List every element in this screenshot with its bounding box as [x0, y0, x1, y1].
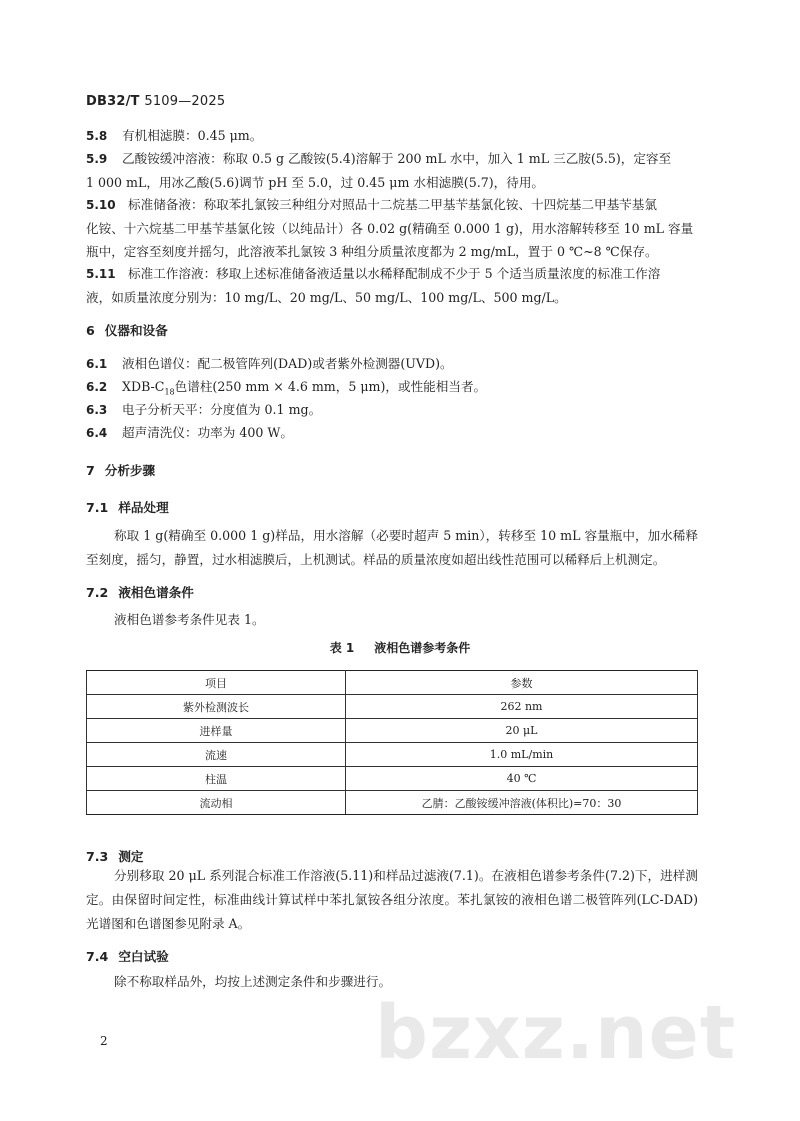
- clause-5-8: [86, 124, 698, 148]
- section-title: 仪器和设备: [104, 323, 168, 338]
- conditions-table: [86, 670, 698, 815]
- subsection-title: 样品处理: [118, 500, 169, 515]
- subsection-7-3-heading: [86, 846, 144, 865]
- clause-6-3: [86, 398, 698, 422]
- table-cell: 乙腈：乙酸铵缓冲溶液(体积比)=70：30: [346, 791, 698, 815]
- clause-text: XDB-C: [122, 379, 165, 394]
- table-row: [87, 719, 698, 743]
- clause-text: 有机相滤膜：0.45 μm。: [122, 128, 263, 143]
- clause-text: 化铵、十六烷基二甲基苄基氯化铵（以纯品计）各 0.02 g(精确至 0.000 1 g)，用水溶解转移至 10 mL 容量: [86, 221, 694, 236]
- section-7-heading: [86, 460, 155, 479]
- subscript: 18: [164, 387, 175, 397]
- table-cell: 柱温: [87, 767, 346, 791]
- standard-code: [86, 94, 225, 109]
- paragraph-7-1: 称取 1 g(精确至 0.000 1 g)样品，用水溶解（必要时超声 5 min），转移至 10 mL 容量瓶中，加水稀释至刻度，摇匀，静置，过水相滤膜后，上机测试。样品的质量浓度如超出线性范围可以稀释后上机测定。: [86, 528, 698, 567]
- clause-number: 6.4: [86, 426, 108, 440]
- paragraph-7-4: 除不称取样品外，均按上述测定条件和步骤进行。: [114, 974, 392, 989]
- clause-number: 6.1: [86, 357, 108, 371]
- table-header-row: [87, 671, 698, 695]
- subsection-7-2-heading: [86, 582, 194, 601]
- subsection-title: 测定: [118, 849, 144, 864]
- clause-6-1: [86, 352, 698, 376]
- subsection-number: 7.3: [86, 849, 109, 864]
- table-cell: 进样量: [87, 719, 346, 743]
- clause-text: 乙酸铵缓冲溶液：称取 0.5 g 乙酸铵(5.4)溶解于 200 mL 水中，加入 1 mL 三乙胺(5.5)，定容至: [122, 151, 672, 166]
- code-prefix: DB32/T: [86, 94, 140, 109]
- section-title: 分析步骤: [104, 463, 156, 478]
- paragraph-7-3: 分别移取 20 μL 系列混合标准工作溶液(5.11)和样品过滤液(7.1)。在液相色谱参考条件(7.2)下，进样测定。由保留时间定性，标准曲线计算试样中苯扎氯铵各组分浓度。苯扎氯铵的液相色谱二极管阵列(LC-DAD)光谱图和色谱图参见附录 A。: [86, 868, 698, 931]
- table-caption: [0, 639, 800, 656]
- table-header-cell: 参数: [346, 671, 698, 695]
- table-row: [87, 695, 698, 719]
- clause-number: 6.2: [86, 380, 108, 394]
- section-number: 7: [86, 463, 95, 478]
- clause-text: 超声清洗仪：功率为 400 W。: [122, 425, 293, 440]
- clause-5-10: [86, 193, 698, 263]
- clause-6-4: [86, 421, 698, 445]
- table-cell: 1.0 mL/min: [346, 743, 698, 767]
- clause-text: 标准储备液：称取苯扎氯铵三种组分对照品十二烷基二甲基苄基氯化铵、十四烷基二甲基苄基氯: [128, 197, 657, 212]
- subsection-title: 空白试验: [118, 949, 169, 964]
- subsection-title: 液相色谱条件: [118, 585, 194, 600]
- clause-text: 液相色谱仪：配二极管阵列(DAD)或者紫外检测器(UVD)。: [122, 356, 453, 371]
- clause-number: 5.10: [86, 198, 116, 212]
- subsection-7-4-heading: [86, 946, 169, 965]
- section-number: 6: [86, 323, 95, 338]
- table-cell: 流动相: [87, 791, 346, 815]
- clause-text: 液，如质量浓度分别为：10 mg/L、20 mg/L、50 mg/L、100 mg/L、500 mg/L。: [86, 290, 567, 305]
- clause-5-9: [86, 147, 698, 194]
- table-header-cell: 项目: [87, 671, 346, 695]
- clause-text: 色谱柱(250 mm × 4.6 mm，5 μm)，或性能相当者。: [174, 379, 487, 394]
- watermark: bzxz.net: [375, 990, 737, 1076]
- clause-number: 5.11: [86, 267, 116, 281]
- table-row: [87, 767, 698, 791]
- code-number: 5109—2025: [144, 94, 226, 109]
- subsection-7-1-heading: [86, 497, 169, 516]
- table-row: [87, 791, 698, 815]
- clause-5-11: [86, 262, 698, 309]
- table-row: [87, 743, 698, 767]
- subsection-number: 7.1: [86, 500, 109, 515]
- table-cell: 流速: [87, 743, 346, 767]
- clause-number: 5.9: [86, 152, 108, 166]
- clause-number: 5.8: [86, 129, 108, 143]
- table-cell: 262 nm: [346, 695, 698, 719]
- table-title: 液相色谱参考条件: [374, 641, 471, 655]
- clause-text: 瓶中，定容至刻度并摇匀，此溶液苯扎氯铵 3 种组分质量浓度都为 2 mg/mL，置于 0 ℃~8 ℃保存。: [86, 244, 658, 259]
- table-cell: 20 μL: [346, 719, 698, 743]
- table-cell: 紫外检测波长: [87, 695, 346, 719]
- clause-text: 1 000 mL，用冰乙酸(5.6)调节 pH 至 5.0，过 0.45 μm 水相滤膜(5.7)，待用。: [86, 175, 545, 190]
- table-cell: 40 ℃: [346, 767, 698, 791]
- subsection-number: 7.4: [86, 949, 109, 964]
- subsection-number: 7.2: [86, 585, 109, 600]
- clause-text: 电子分析天平：分度值为 0.1 mg。: [122, 402, 322, 417]
- clause-text: 标准工作溶液：移取上述标准储备液适量以水稀释配制成不少于 5 个适当质量浓度的标准工作溶: [128, 266, 661, 281]
- section-6-heading: [86, 320, 168, 339]
- clause-number: 6.3: [86, 403, 108, 417]
- page-number: 2: [100, 1034, 108, 1048]
- paragraph-7-2: 液相色谱参考条件见表 1。: [114, 612, 265, 627]
- table-label: 表 1: [329, 641, 355, 655]
